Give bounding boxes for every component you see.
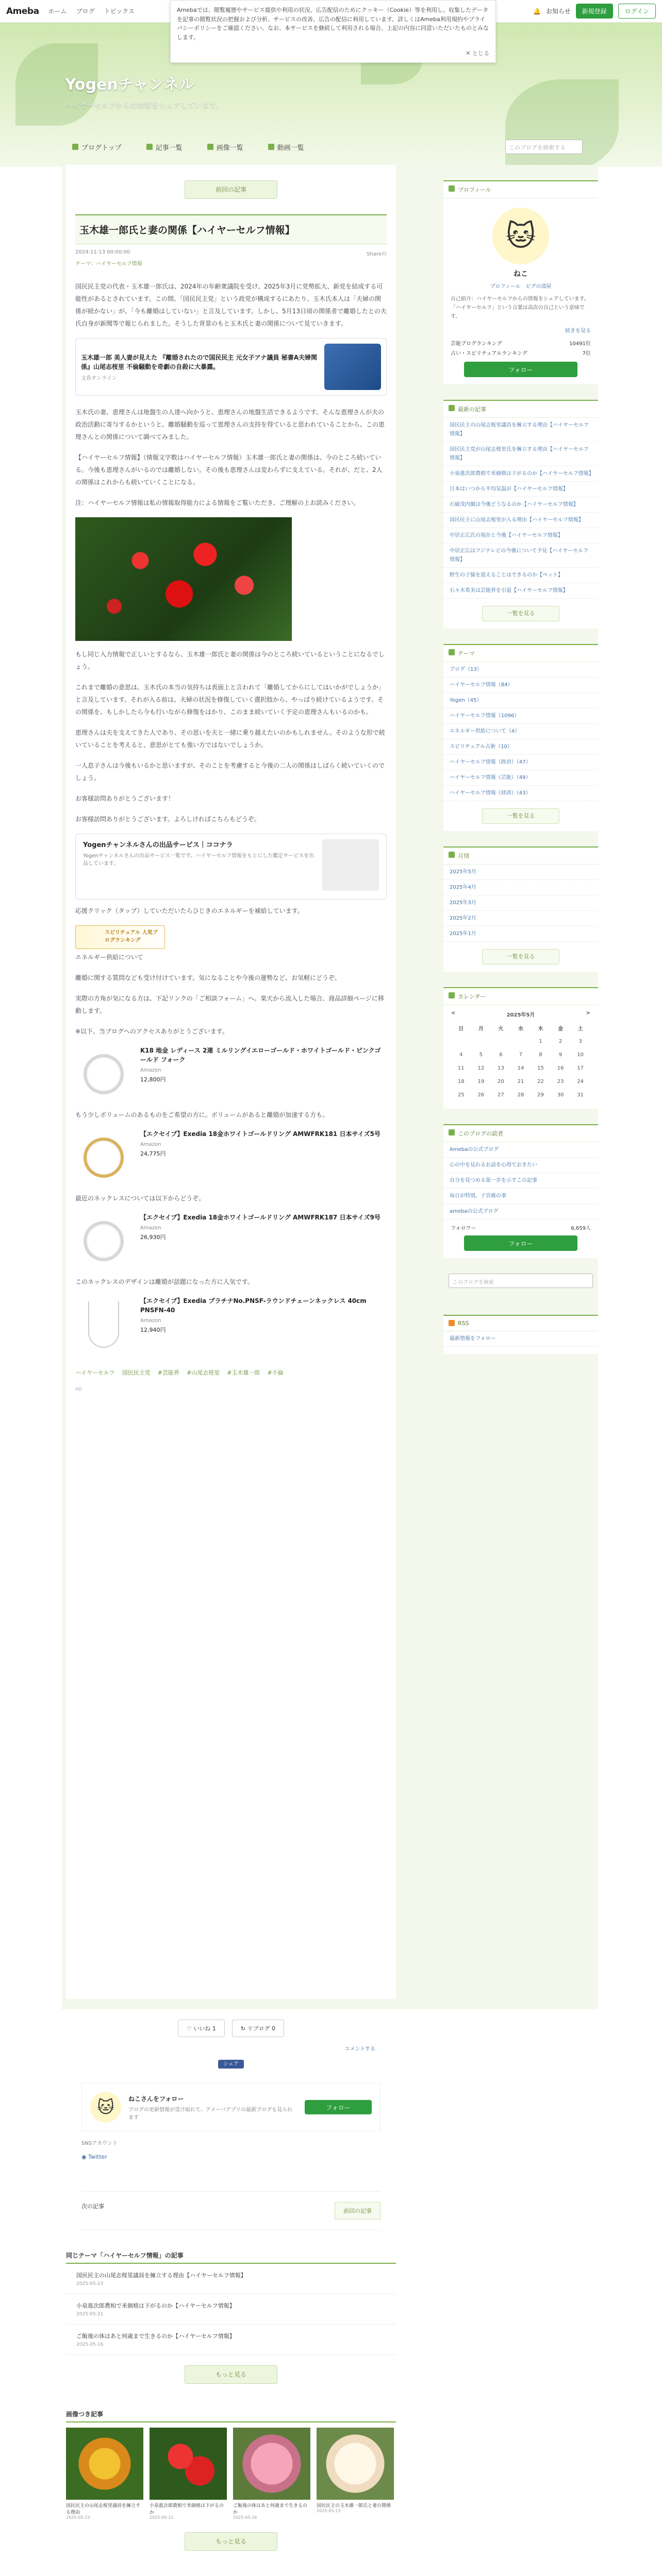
calendar-day[interactable]: 16 (557, 1065, 564, 1071)
image-article-thumb (317, 2428, 394, 2500)
calendar-day[interactable]: 26 (477, 1092, 485, 1098)
ranking-banner[interactable] (75, 925, 387, 949)
article-footer-inner (66, 2009, 396, 2576)
theme-more-button[interactable]: 一覧を見る (482, 808, 559, 824)
recent-item[interactable]: 国民民主に山尾志桜里が入る理由【ハイヤーセルフ情報】 (443, 513, 598, 528)
month-more-button[interactable]: 一覧を見る (482, 949, 559, 964)
ranking-title[interactable]: 占い・スピリチュアルランキング (451, 351, 527, 357)
article-date: 2024-11-13 00:00:00 (75, 249, 130, 255)
theme-item[interactable]: ハイヤーセルフ情報（経済）（43） (443, 786, 598, 801)
product-shop: Amazon (140, 1142, 161, 1147)
profile-desc: 自己紹介：ハイヤーセルフからの情報をシェアしています。「ハイヤーセルフ」という言葉は高次の自己という意味です。 (451, 296, 589, 319)
same-theme-date: 2025-05-21 (76, 2312, 104, 2317)
month-header (443, 848, 598, 865)
article-meta (75, 249, 387, 257)
energy-link[interactable]: エネルギー供給について (75, 954, 143, 961)
theme-item[interactable]: ハイヤーセルフ情報（84） (443, 677, 598, 693)
twitter-link[interactable] (81, 2154, 380, 2160)
calendar-day[interactable]: 31 (577, 1092, 584, 1098)
calendar-header-label: カレンダー (458, 993, 486, 1000)
ranking-value: 7位 (582, 351, 591, 357)
link-card[interactable] (75, 338, 387, 396)
theme-header-label: テーマ (458, 650, 475, 657)
calendar-day-header: 金 (558, 1026, 564, 1032)
calendar-day[interactable]: 25 (457, 1092, 465, 1098)
calendar-day[interactable]: 8 (539, 1052, 542, 1058)
list-icon (146, 144, 153, 150)
calendar-day[interactable]: 17 (577, 1065, 584, 1071)
profile-icon (449, 185, 455, 192)
recent-item[interactable]: 国民民主党が山尾志桜里氏を擁立する理由【ハイヤーセルフ情報】 (443, 442, 598, 466)
reaction-bar (66, 2020, 396, 2037)
calendar-day[interactable]: 2 (558, 1038, 562, 1044)
product-price: 26,930円 (140, 1234, 166, 1241)
cookie-close-label[interactable]: とじる (472, 50, 489, 57)
theme-header (443, 645, 598, 662)
twitter-label: Twitter (88, 2154, 107, 2160)
reader-item[interactable]: 毎日が特別。子宮癌の事 (443, 1189, 598, 1204)
rss-box (443, 1315, 598, 1354)
ranking-title[interactable]: 芸能ブログランキング (451, 341, 502, 347)
same-theme-date: 2025-05-16 (76, 2342, 104, 2347)
next-article-link[interactable]: 次の記事 (81, 2203, 104, 2210)
calendar-day[interactable]: 12 (477, 1065, 485, 1071)
calendar-next-button[interactable]: > (586, 1010, 590, 1016)
follow-card (81, 2083, 380, 2131)
month-item[interactable]: 2025年5月 (443, 865, 598, 880)
reader-item[interactable]: 自分を見つめる第一歩を示すこの記事 (443, 1173, 598, 1189)
image-article[interactable] (233, 2428, 310, 2520)
product-name[interactable]: 【エクセイブ】Exedia プラチナNo.PNSF-ラウンドチェーンネックレス 40cm PNSFN-40 (140, 1297, 367, 1314)
like-button[interactable] (178, 2020, 225, 2037)
calendar-day-header: 火 (498, 1026, 504, 1032)
calendar-day[interactable]: 21 (517, 1078, 524, 1084)
recent-item[interactable]: 小泉進次郎農相で米価格は下がるのか【ハイヤーセルフ情報】 (443, 466, 598, 482)
nav-label: 動画一覧 (277, 144, 304, 152)
article-paragraph: ※以下、当ブログへのアクセスありがとうございます。 (75, 1028, 228, 1035)
product-price: 12,940円 (140, 1327, 166, 1333)
recent-item[interactable]: 石々木希美は芸能界を引退【ハイヤーセルフ情報】 (443, 583, 598, 599)
ranking-row (443, 334, 598, 348)
same-theme-date: 2025-05-23 (76, 2281, 104, 2286)
article-paragraph: 最近のネックレスについては以下からどうぞ。 (75, 1195, 205, 1202)
follow-desc: ブログの更新情報が受け取れて、アメーバアプリの最新ブログも見られます (128, 2107, 293, 2121)
product-image (75, 1129, 132, 1186)
article-paragraph: 一人息子さんは今後もいるかと思いますが、そのことを考慮すると今後の二人の関係はしばらく続いていくのでしょう。 (75, 762, 385, 782)
image-icon (207, 144, 213, 150)
article-column (66, 165, 396, 1999)
nav-label: 画像一覧 (216, 144, 243, 152)
link-card-image (324, 344, 381, 390)
same-theme-title[interactable]: ご飯後の体はあと何歳まで生きるのか【ハイヤーセルフ情報】 (76, 2333, 235, 2340)
product-shop: Amazon (140, 1225, 161, 1231)
sidebar-search-box (443, 1274, 598, 1299)
article-paragraph: もう少しボリュームのあるものをご希望の方に。ボリュームがあると離婚が加速する方も。 (75, 1111, 329, 1118)
hashtag[interactable]: 国民民主党 (122, 1369, 151, 1376)
pager (81, 2191, 380, 2230)
article-paragraph: お客様訪問ありがとうございます。よろしければこちらもどうぞ。 (75, 816, 260, 823)
follower-count[interactable]: 6,659人 (571, 1226, 591, 1231)
calendar-day[interactable]: 4 (459, 1052, 463, 1058)
product-name[interactable]: K18 地金 レディース 2連 ミルリングイエローゴールド・ホワイトゴールド・ピンクゴールド フォーク (140, 1047, 381, 1063)
sns-label: SNSアカウント (81, 2141, 118, 2146)
article-paragraph: 恵理さんは夫を支えてきた人であり、その思いを夫と一緒に乗り越えたいのかもしれません。そのような形で続いていることを考えると、意思がとても強い方ではないでしょうか。 (75, 729, 385, 749)
month-item[interactable]: 2025年4月 (443, 880, 598, 895)
product-shop: Amazon (140, 1318, 161, 1324)
theme-item[interactable]: ハイヤーセルフ情報（芸能）（49） (443, 770, 598, 786)
product-shop: Amazon (140, 1067, 161, 1073)
reader-header (443, 1125, 598, 1142)
follow-caption: ねこさんをフォロー (128, 2095, 184, 2103)
product-name[interactable]: 【エクセイブ】Exedia 18金ホワイトゴールドリング AMWFRK181 日本サイズ5号 (140, 1130, 380, 1138)
cookie-notice (170, 0, 496, 63)
blog-title[interactable]: Yogenチャンネル (65, 76, 194, 94)
recent-item[interactable]: 中居正広はフジテレビの今後について予見【ハイヤーセルフ情報】 (443, 544, 598, 568)
nav-article-list[interactable] (146, 142, 183, 152)
login-button[interactable]: ログイン (618, 4, 656, 19)
calendar (451, 1010, 590, 1101)
calendar-nav (451, 1010, 590, 1018)
hashtag[interactable]: #玉木雄一郎 (227, 1369, 260, 1376)
article-theme[interactable]: テーマ：ハイヤーセルフ情報 (75, 261, 142, 267)
month-item[interactable]: 2025年1月 (443, 926, 598, 942)
image-article-caption: 国民民主の山尾志桜里議員を擁立する理由 (66, 2503, 141, 2515)
calendar-day[interactable]: 28 (517, 1092, 524, 1098)
top-nav-home[interactable]: ホーム (48, 8, 67, 15)
image-article-date: 2025-05-23 (66, 2515, 90, 2520)
nav-label: ブログトップ (81, 144, 122, 152)
more-button[interactable]: もっと見る (185, 2365, 277, 2384)
video-icon (268, 144, 274, 150)
ameba-logo[interactable]: Ameba (6, 6, 39, 16)
image-article-date: 2025-05-21 (150, 2515, 174, 2520)
hashtag[interactable]: ハイヤーセルフ (75, 1369, 115, 1376)
reader-header-label: このブログの読者 (458, 1130, 503, 1137)
image-article[interactable] (317, 2428, 394, 2520)
ranking-badge[interactable]: スピリチュアル 人気ブログランキング (75, 925, 165, 949)
shop-card-image (322, 839, 379, 891)
reader-box (443, 1124, 598, 1258)
cookie-close-button[interactable]: ✕ とじる (466, 50, 489, 57)
profile-header-label: プロフィール (458, 187, 491, 193)
calendar-day[interactable]: 7 (519, 1052, 523, 1058)
same-theme-item[interactable] (66, 2294, 396, 2325)
folder-icon (449, 649, 455, 655)
image-article-date: 2025-05-16 (233, 2515, 257, 2520)
cookie-text: Amebaでは、閲覧履歴やサービス提供や利用の状況、広告配信のためにクッキー（Cookie）等を利用し、収集したデータを記事の閲覧状況の把握および分析、サービスの改善、広告の配信に利用しています。詳しくはAmeba利用規約やプライバシーポリシーをご確認ください。なお、本サービスを継続して利用される場合、上記の内容に同意いただいたものとみなします。 (177, 7, 489, 41)
profile-box (443, 180, 598, 384)
like-label: いいね (193, 2025, 211, 2032)
blog-search-input[interactable]: このブログを検索する (505, 140, 583, 154)
avatar[interactable]: 🐱 (90, 2092, 121, 2123)
image-article-thumb (233, 2428, 310, 2500)
calendar-prev-button[interactable]: < (451, 1010, 456, 1016)
calendar-header (443, 988, 598, 1005)
prev-article-link[interactable]: 前回の記事 (335, 2202, 380, 2219)
calendar-day (511, 1035, 531, 1048)
month-box (443, 846, 598, 972)
rss-link[interactable]: 最新情報をフォロー (443, 1331, 598, 1347)
hashtag[interactable]: #芸能界 (157, 1369, 179, 1376)
calendar-day-header: 木 (538, 1026, 543, 1032)
nav-video-list[interactable] (268, 142, 304, 152)
ranking-row (443, 348, 598, 362)
calendar-day[interactable]: 20 (498, 1078, 504, 1084)
register-button[interactable]: 新規登録 (576, 4, 613, 19)
calendar-day[interactable]: 19 (477, 1078, 485, 1084)
calendar-day-header: 月 (478, 1026, 484, 1032)
link-card-title: 玉木雄一郎 美人妻が見えた 『離婚されたので国民民主 元女子アナ議員 秘書A夫婦関係』山尾志桜里 不倫騒動を奇劇の自殺に大暴露。 (81, 353, 318, 370)
blog-description: ハイヤーセルフからの情報をシェアしています。 (65, 101, 223, 110)
recent-header (443, 401, 598, 418)
product-item[interactable] (75, 1296, 387, 1353)
sidebar (443, 180, 598, 1369)
reblog-count: 0 (272, 2025, 276, 2032)
product-name[interactable]: 【エクセイブ】Exedia 18金ホワイトゴールドリング AMWFRK187 日本サイズ9号 (140, 1214, 380, 1221)
image-articles-header: 画像つき記事 (66, 2410, 396, 2422)
product-image (75, 1046, 132, 1103)
calendar-day-header: 水 (518, 1026, 523, 1032)
nav-blog-top[interactable] (72, 142, 122, 152)
article-paragraph: 【ハイヤーセルフ情報】（情報文字数はハイヤーセルフ情報）玉木雄一郎氏と妻の関係は、今のところ続いている。今後も恵理さんがいるのでは離婚しない。その後も恵理さんは変わらずに支えている。それが、だと、2人の関係はこれからも続いていくことになる。 (75, 454, 383, 486)
avatar[interactable]: 🐱 (492, 208, 549, 264)
share-link[interactable]: Shareの (367, 251, 387, 257)
follower-row (443, 1219, 598, 1235)
sidebar-search-input[interactable]: このブログを検索 (449, 1274, 593, 1288)
shop-card-title: Yogenチャンネルさんの出品サービス｜ココナラ (83, 841, 233, 849)
article-paragraph: 注：ハイヤーセルフ情報は私の情報取得能力による情報をご覧いただき、ご理解の上お読みください。 (75, 499, 360, 506)
recent-item[interactable]: 国民民主の山尾志桜里議員を擁立する理由【ハイヤーセルフ情報】 (443, 418, 598, 442)
same-theme-item[interactable] (66, 2325, 396, 2355)
notify-link[interactable]: お知らせ (545, 8, 571, 15)
same-theme-title[interactable]: 小泉進次郎農相で米価格は下がるのか【ハイヤーセルフ情報】 (76, 2302, 235, 2309)
theme-item[interactable]: ブログ（13） (443, 662, 598, 677)
product-item[interactable] (75, 1046, 387, 1103)
calendar-icon (449, 992, 455, 998)
article-paragraph: 応援クリック（タップ）していただいたらひじきのエネルギーを補給しています。 (75, 907, 304, 914)
reblog-label: リブログ (247, 2025, 270, 2032)
article-paragraph: 離婚に関する質問なども受け付けています。気になることや今後の運勢など、お気軽にどうぞ。 (75, 974, 341, 981)
article-title: 玉木雄一郎氏と妻の関係【ハイヤーセルフ情報】 (75, 214, 387, 244)
profile-name[interactable]: ねこ (514, 270, 528, 278)
recent-box (443, 400, 598, 629)
follower-label: フォロワー (451, 1226, 476, 1231)
comment-link[interactable]: コメントする (344, 2046, 375, 2052)
reader-item[interactable]: Amebaの公式ブログ (443, 1142, 598, 1158)
calendar-day[interactable]: 13 (498, 1065, 504, 1071)
top-nav (48, 7, 135, 15)
image-article-thumb (66, 2428, 143, 2500)
article-paragraph: お客様訪問ありがとうございます！ (75, 795, 175, 802)
calendar-day[interactable]: 5 (479, 1052, 483, 1058)
calendar-day[interactable]: 27 (498, 1092, 504, 1098)
calendar-day (491, 1035, 511, 1048)
reader-icon (449, 1129, 455, 1136)
share-button[interactable]: シェア (218, 2060, 244, 2069)
calendar-day[interactable]: 15 (537, 1065, 544, 1071)
month-item[interactable]: 2025年2月 (443, 911, 598, 926)
calendar-day-header: 日 (458, 1026, 464, 1032)
shop-card-desc: Yogenチャンネルさんの出品サービス一覧です。ハイヤーセルフ情報をもとにした鑑定サービスを出品しています。 (83, 853, 315, 867)
article-icon (449, 405, 455, 411)
recent-item[interactable]: 石破茂内閣は今後どうなるのか【ハイヤーセルフ情報】 (443, 497, 598, 513)
theme-item[interactable]: ハイヤーセルフ情報（政治）（47） (443, 755, 598, 770)
article-paragraph: もし同じ入力情報で正しいとするなら、玉木雄一郎氏と妻の関係は今のところ続いているということになるでしょう。 (75, 651, 385, 670)
article-paragraph: これまで離婚の意思は、玉木氏の本当の気持ちは表面上と言われて「離婚してからにしてはいかがでしょうか」と言及しています。それが入る前は、夫婦の状況を修復していく選択肢から、やっぱり続けているようです。その関係を、もしかしたら今も行いながら修復をはかり、このまま続いていく予定の恵理さんもいるのかも。 (75, 684, 385, 716)
image-article-thumb (150, 2428, 227, 2500)
calendar-day[interactable]: 23 (557, 1078, 564, 1084)
flower-photo (75, 517, 292, 641)
hashtag[interactable]: #山尾志桜里 (187, 1369, 220, 1376)
article-footer-area (62, 2009, 598, 2576)
profile-links[interactable]: プロフィール ピグの部屋 (490, 284, 552, 290)
image-article[interactable] (66, 2428, 143, 2520)
profile-more-link[interactable]: 続きを見る (565, 328, 591, 334)
reblog-button[interactable] (232, 2020, 284, 2037)
recent-item[interactable]: 野生の子猫を迎えることはできるのか【ペット】 (443, 568, 598, 583)
recent-item[interactable]: 日本はいつから平均気温が【ハイヤーセルフ情報】 (443, 482, 598, 497)
article-paragraph: 玉木氏の妻、恵理さんは地盤生の人達へ向かうと、恵理さんの地盤生活できるようです。そんな恵理さんが夫の政治活動に寄与するかというと、離婚騒動を巡って恵理さんの支持を得ていると思われていることから、この恵理さんとの関係について調べてみました。 (75, 409, 385, 440)
calendar-day[interactable]: 1 (539, 1038, 542, 1044)
calendar-day[interactable]: 10 (577, 1052, 584, 1058)
calendar-table (451, 1021, 590, 1101)
image-articles-grid (66, 2428, 396, 2520)
article-paragraph: 国民民主党の代表・玉木雄一郎氏は、2024年の年齢衆議院を受け、2025年3月に党勢拡大、新党を結成する可能性があるとされています。この間、「国民民主党」という政党が構成するにあたり、玉木氏本人は「夫婦の関係が続かない」が、「今も離婚はしていない」と言及しています。しかし、5月13日頃の関係者で離婚したとの夫氏自身が新聞等で報じられました。そうした背景のもと玉木氏と妻の関係について見ていきます。 (75, 283, 387, 327)
calendar-day[interactable]: 18 (457, 1078, 465, 1084)
theme-box (443, 644, 598, 831)
image-article-date: 2025-05-13 (317, 2509, 341, 2513)
calendar-day[interactable]: 3 (578, 1038, 582, 1044)
image-article-caption: 小泉進次郎農相で米価格は下がるのか (150, 2503, 224, 2515)
theme-item[interactable]: Yogen（45） (443, 693, 598, 708)
ranking-value: 10491位 (569, 341, 591, 347)
image-article[interactable] (150, 2428, 227, 2520)
theme-item[interactable]: スピリチュアル占術（10） (443, 739, 598, 755)
bell-icon[interactable]: 🔔 (533, 7, 541, 15)
follow-button[interactable]: フォロー (464, 1235, 577, 1251)
top-nav-topics[interactable]: トピックス (104, 8, 135, 15)
calendar-day[interactable]: 30 (557, 1092, 564, 1098)
same-theme-item[interactable] (66, 2264, 396, 2294)
nav-label: 記事一覧 (155, 144, 183, 152)
prev-article-button[interactable]: 前回の記事 (185, 180, 277, 199)
calendar-title: 2025年5月 (506, 1012, 535, 1018)
reader-item[interactable]: amebaの公式ブログ (443, 1204, 598, 1219)
nav-image-list[interactable] (207, 142, 243, 152)
calendar-box (443, 987, 598, 1109)
product-price: 12,800円 (140, 1076, 166, 1083)
calendar-day (451, 1035, 471, 1048)
calendar-day[interactable]: 9 (558, 1052, 562, 1058)
profile-header (443, 181, 598, 198)
rss-header (443, 1316, 598, 1331)
month-item[interactable]: 2025年3月 (443, 895, 598, 911)
article-paragraph: このネックレスのデザインは離婚が話題になった方に人気です。 (75, 1278, 254, 1285)
link-card-source: 文春オンライン (81, 375, 117, 381)
product-image (75, 1213, 132, 1269)
calendar-day (471, 1035, 491, 1048)
recent-more-button[interactable]: 一覧を見る (482, 606, 559, 621)
recent-item[interactable]: 中居正広氏の現在と今後【ハイヤーセルフ情報】 (443, 528, 598, 544)
calendar-day[interactable]: 29 (537, 1092, 544, 1098)
like-count: 1 (212, 2025, 216, 2032)
article-paragraph: 実際の方角が気になる方は、下記リンクの「ご相談フォーム」へ。楽天から流入した場合、商品詳細ページに移動します。 (75, 995, 384, 1014)
product-price: 24,775円 (140, 1150, 166, 1157)
product-item[interactable] (75, 1129, 387, 1186)
image-article-caption: ご飯後の体はあと何歳まで生きるのか (233, 2503, 308, 2515)
hashtag[interactable]: #不倫 (267, 1369, 284, 1376)
calendar-day[interactable]: 24 (577, 1078, 584, 1084)
ad-label: AD (75, 1387, 82, 1392)
top-nav-blog[interactable]: ブログ (76, 8, 95, 15)
shop-card[interactable] (75, 834, 387, 900)
calendar-day[interactable]: 6 (499, 1052, 503, 1058)
rss-icon (449, 1320, 455, 1326)
product-image (75, 1296, 132, 1353)
same-theme-title[interactable]: 国民民主の山尾志桜里議員を擁立する理由【ハイヤーセルフ情報】 (76, 2272, 246, 2279)
recent-header-label: 最新の記事 (458, 406, 486, 413)
blog-nav (62, 137, 598, 157)
follow-button[interactable]: フォロー (305, 2100, 372, 2114)
follow-button[interactable]: フォロー (464, 362, 577, 377)
share-bar (66, 2059, 396, 2067)
month-header-label: 月別 (458, 853, 469, 859)
more-button[interactable]: もっと見る (185, 2532, 277, 2551)
theme-item[interactable]: ハイヤーセルフ情報（1096） (443, 708, 598, 724)
home-icon (72, 144, 78, 150)
reader-item[interactable]: 心の中を見れるお話を心得ておきたい (443, 1158, 598, 1173)
top-right-actions (533, 4, 656, 19)
reblog-icon: ↻ (240, 2025, 246, 2032)
twitter-icon: ◉ (81, 2154, 87, 2160)
image-article-caption: 国民民主の玉木雄一郎氏と妻の関係 (317, 2503, 391, 2509)
calendar-day[interactable]: 14 (517, 1065, 524, 1071)
calendar-day[interactable]: 22 (537, 1078, 544, 1084)
calendar-day-header: 土 (577, 1026, 583, 1032)
same-theme-header: 同じテーマ「ハイヤーセルフ情報」の記事 (66, 2251, 396, 2264)
calendar-icon (449, 852, 455, 858)
hashtag-list (75, 1368, 387, 1377)
theme-item[interactable]: エネルギー供給について（4） (443, 724, 598, 739)
heart-icon: ♡ (186, 2025, 192, 2032)
calendar-day[interactable]: 11 (457, 1065, 465, 1071)
rss-header-label: RSS (458, 1320, 469, 1327)
product-item[interactable] (75, 1213, 387, 1269)
